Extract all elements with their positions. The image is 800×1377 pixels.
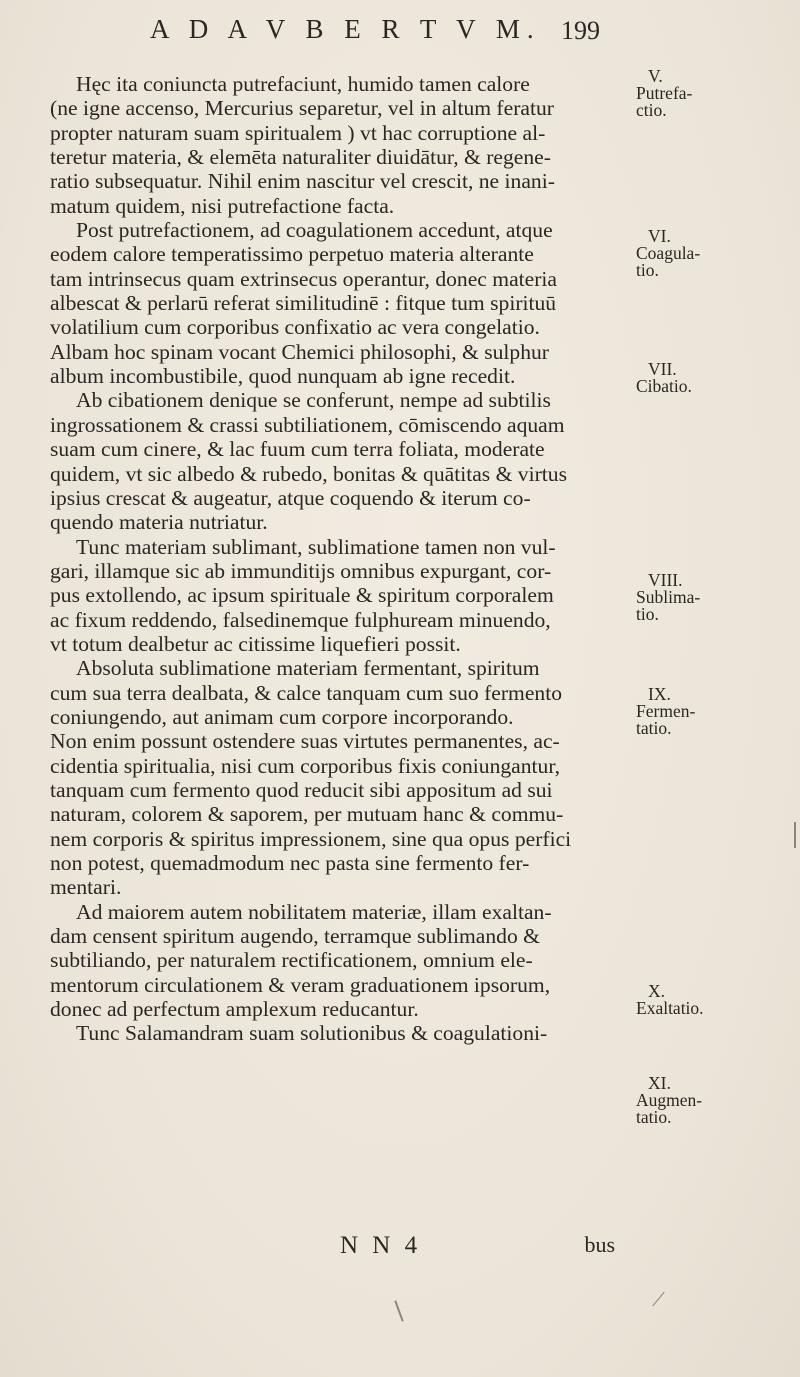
- text-line: non potest, quemadmodum nec pasta sine fermento fer-: [50, 851, 530, 875]
- margin-note-word: Augmen-: [636, 1090, 703, 1110]
- paper-speck: [652, 1292, 664, 1306]
- text-line: vt totum dealbetur ac citissime liquefieri possit.: [50, 631, 461, 656]
- main-text-block: [50, 72, 608, 1046]
- text-line: naturam, colorem & saporem, per mutuam hanc & commu-: [50, 802, 564, 827]
- text-line: ingrossationem & crassi subtiliationem, cōmiscendo aquam: [50, 412, 565, 437]
- text-line: dam censent spiritum augendo, terramque sublimando &: [50, 924, 540, 949]
- margin-note-number: VIII.: [648, 570, 683, 590]
- text-line: Tunc Salamandram suam solutionibus & coagulationi-: [76, 1021, 548, 1046]
- margin-note-word: Fermen-: [636, 701, 696, 721]
- text-line: Absoluta sublimatione materiam fermentant, spiritum: [76, 656, 540, 681]
- margin-note-word: Putrefa-: [636, 83, 693, 103]
- margin-note-number: IX.: [648, 684, 671, 704]
- text-line: (ne igne accenso, Mercurius separetur, vel in altum feratur: [50, 96, 554, 121]
- margin-note-word-continued: tio.: [636, 260, 659, 280]
- margin-note: [636, 228, 726, 279]
- margin-note-word-continued: tatio.: [636, 718, 672, 738]
- margin-note: [636, 572, 726, 623]
- text-line: mentari.: [50, 875, 122, 900]
- margin-note-word: Coagula-: [636, 243, 701, 263]
- text-line: album incombustibile, quod nunquam ab igne recedit.: [50, 364, 516, 389]
- catchword: bus: [584, 1232, 615, 1257]
- margin-note-word: Sublima-: [636, 587, 701, 607]
- text-line: teretur materia, & elemēta naturaliter diuidātur, & regene-: [50, 145, 551, 170]
- running-title: A D A V B E R T V M.: [150, 14, 541, 44]
- text-line: ratio subsequatur. Nihil enim nascitur vel crescit, ne inani-: [50, 169, 555, 194]
- page-footer: [140, 1232, 615, 1260]
- text-line: propter naturam suam spiritualem ) vt hac corruptione al-: [50, 120, 546, 145]
- text-line: Hęc ita coniuncta putrefaciunt, humido tamen calore: [76, 72, 530, 96]
- text-line: ac fixum reddendo, falsedinemque fulphuream minuendo,: [50, 607, 551, 632]
- margin-note-word: Exaltatio.: [636, 998, 704, 1018]
- running-head: [150, 14, 600, 50]
- margin-note-word-continued: ctio.: [636, 100, 667, 120]
- paper-speck: [794, 822, 796, 848]
- text-line: subtiliando, per naturalem rectificationem, omnium ele-: [50, 948, 533, 973]
- margin-note: [636, 1075, 726, 1126]
- text-line: ipsius crescat & augeatur, atque coquendo & iterum co-: [50, 485, 531, 510]
- text-line: donec ad perfectum amplexum reducantur.: [50, 997, 419, 1022]
- text-line: Post putrefactionem, ad coagulationem accedunt, atque: [76, 218, 553, 243]
- page-number: 199: [561, 16, 600, 45]
- text-line: cidentia spiritualia, nisi cum corporibus fixis coniungantur,: [50, 753, 561, 778]
- text-line: mentorum circulationem & veram graduationem ipsorum,: [50, 972, 551, 997]
- text-line: Tunc materiam sublimant, sublimatione tamen non vul-: [76, 534, 556, 559]
- text-line: albescat & perlarū referat similitudinē : fitque tum spirituū: [50, 291, 557, 316]
- text-line: quendo materia nutriatur.: [50, 510, 268, 535]
- text-line: tanquam cum fermento quod reducit sibi appositum ad sui: [50, 777, 553, 802]
- margin-note: [636, 68, 726, 119]
- text-line: cum sua terra dealbata, & calce tanquam cum suo fermento: [50, 680, 563, 705]
- text-line: Ad maiorem autem nobilitatem materiæ, illam exaltan-: [76, 899, 552, 924]
- text-line: Ab cibationem denique se conferunt, nempe ad subtilis: [76, 388, 551, 413]
- margin-note-number: XI.: [648, 1073, 671, 1093]
- text-line: eodem calore temperatissimo perpetuo materia alterante: [50, 242, 534, 267]
- margin-note-word: Cibatio.: [636, 376, 692, 396]
- text-line: gari, illamque sic ab immunditijs omnibus expurgant, cor-: [50, 558, 552, 583]
- text-line: Non enim possunt ostendere suas virtutes permanentes, ac-: [50, 729, 560, 754]
- signature-mark: N N 4: [340, 1232, 422, 1259]
- margin-note: [636, 361, 726, 395]
- margin-note-number: VI.: [648, 226, 671, 246]
- text-line: pus extollendo, ac ipsum spirituale & spiritum corporalem: [50, 583, 554, 608]
- margin-note-number: VII.: [648, 359, 677, 379]
- margin-note-number: V.: [648, 66, 663, 86]
- margin-note-word-continued: tatio.: [636, 1107, 672, 1127]
- text-line: nem corporis & spiritus impressionem, sine qua opus perfici: [50, 826, 572, 851]
- margin-note-number: X.: [648, 981, 666, 1001]
- text-line: volatilium cum corporibus confixatio ac vera congelatio.: [50, 315, 540, 340]
- paper-speck: [394, 1300, 403, 1321]
- margin-note-word-continued: tio.: [636, 604, 659, 624]
- text-line: matum quidem, nisi putrefactione facta.: [50, 193, 395, 218]
- margin-note: [636, 686, 726, 737]
- text-line: tam intrinsecus quam extrinsecus operantur, donec materia: [50, 266, 558, 291]
- text-line: Albam hoc spinam vocant Chemici philosophi, & sulphur: [50, 339, 549, 364]
- text-line: quidem, vt sic albedo & rubedo, bonitas & quātitas & virtus: [50, 461, 567, 486]
- margin-note: [636, 983, 726, 1017]
- text-line: coniungendo, aut animam cum corpore incorporando.: [50, 704, 514, 729]
- text-line: suam cum cinere, & lac fuum cum terra foliata, moderate: [50, 437, 545, 462]
